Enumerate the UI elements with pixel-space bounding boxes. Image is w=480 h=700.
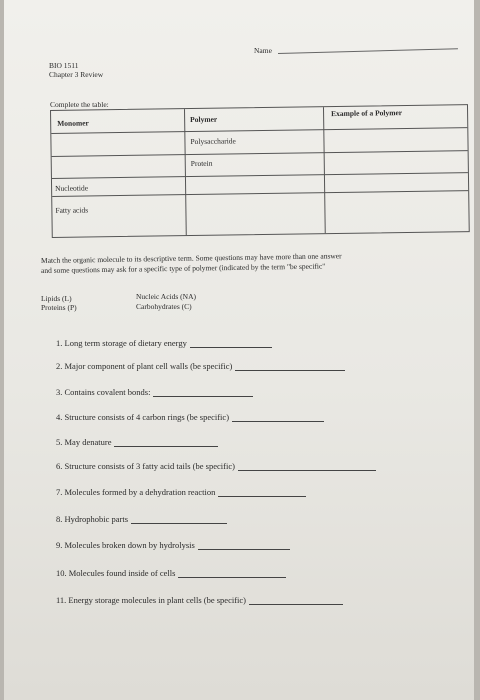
header-monomer: Monomer: [57, 118, 89, 128]
answer-blank-2[interactable]: [235, 362, 345, 371]
answer-blank-11[interactable]: [249, 596, 343, 605]
course-code: BIO 1511: [49, 61, 79, 70]
question-2: 2. Major component of plant cell walls (be specific): [56, 361, 345, 371]
question-10: 10. Molecules found inside of cells: [56, 568, 286, 578]
question-8: 8. Hydrophobic parts: [56, 514, 227, 524]
question-6: 6. Structure consists of 3 fatty acid tails (be specific): [56, 461, 376, 471]
header-example: Example of a Polymer: [331, 108, 403, 119]
answer-blank-9[interactable]: [198, 541, 290, 550]
answer-blank-3[interactable]: [153, 388, 253, 397]
key-proteins: Proteins (P): [41, 303, 77, 312]
name-blank-line: [278, 48, 458, 54]
answer-blank-4[interactable]: [232, 413, 324, 422]
answer-blank-10[interactable]: [178, 569, 286, 578]
question-9: 9. Molecules broken down by hydrolysis: [56, 540, 290, 550]
key-carbohydrates: Carbohydrates (C): [136, 302, 192, 311]
question-3: 3. Contains covalent bonds:: [56, 387, 253, 397]
question-7: 7. Molecules formed by a dehydration reaction: [56, 487, 306, 497]
match-instruction-line-2: and some questions may ask for a specific type of polymer (indicated by the term "be specific": [40, 261, 326, 275]
key-lipids: Lipids (L): [41, 294, 72, 303]
cell-polysaccharide: Polysaccharide: [190, 136, 236, 147]
answer-blank-1[interactable]: [190, 339, 272, 348]
cell-protein: Protein: [190, 158, 213, 169]
question-4: 4. Structure consists of 4 carbon rings (be specific): [56, 412, 324, 422]
question-11: 11. Energy storage molecules in plant cells (be specific): [56, 595, 343, 605]
cell-fatty-acids: Fatty acids: [55, 205, 89, 215]
chapter-title: Chapter 3 Review: [49, 70, 104, 79]
answer-blank-8[interactable]: [131, 515, 227, 524]
key-nucleic-acids: Nucleic Acids (NA): [136, 292, 196, 301]
answer-blank-6[interactable]: [238, 462, 376, 471]
question-1: 1. Long term storage of dietary energy: [56, 338, 272, 348]
cell-nucleotide: Nucleotide: [55, 183, 89, 193]
answer-blank-5[interactable]: [114, 438, 218, 447]
worksheet-page: [4, 0, 474, 700]
monomer-polymer-table: [50, 104, 470, 238]
match-instruction-line-1: Match the organic molecule to its descriptive term. Some questions may have more than one answer: [40, 251, 342, 265]
table-instruction: Complete the table:: [50, 100, 109, 109]
question-5: 5. May denature: [56, 437, 218, 447]
answer-blank-7[interactable]: [218, 488, 306, 497]
name-label: Name: [254, 46, 272, 55]
header-polymer: Polymer: [190, 114, 218, 125]
